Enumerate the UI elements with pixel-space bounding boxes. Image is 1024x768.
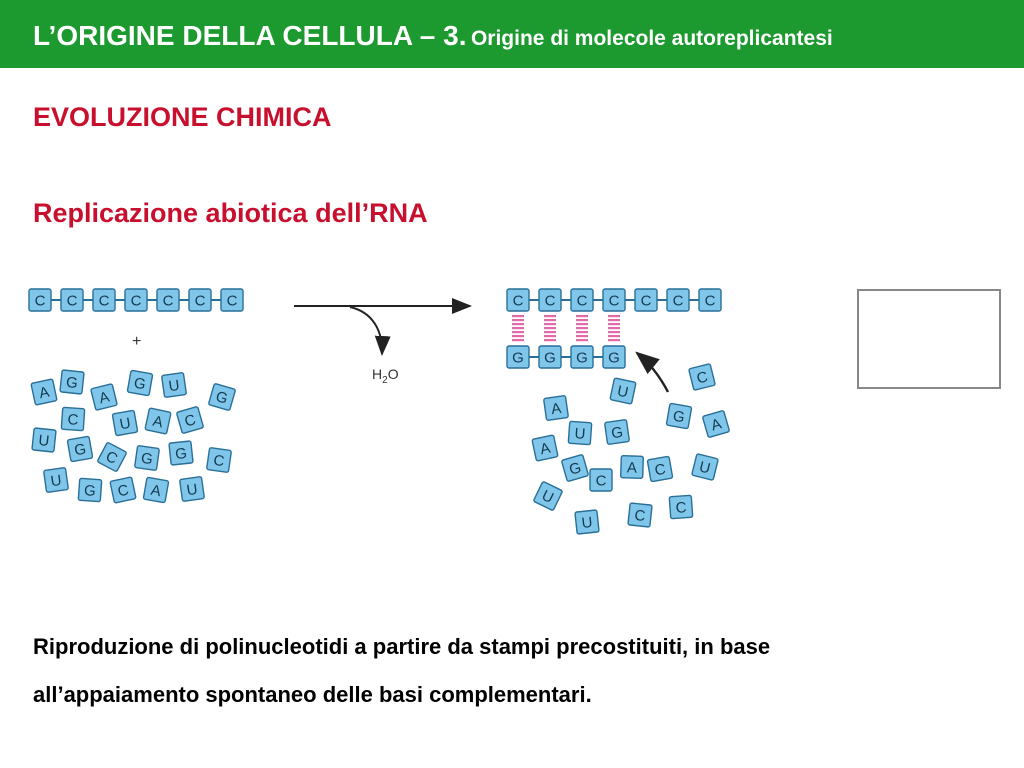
nucleotide-letter: C: [672, 292, 684, 310]
template-nucleotide: [507, 289, 529, 311]
nucleotide-letter: G: [174, 444, 188, 464]
nucleotide-letter: C: [102, 447, 121, 468]
nucleotide-letter: C: [608, 292, 620, 310]
template-nucleotide: [61, 289, 83, 311]
nucleotide-letter: U: [118, 414, 132, 434]
free-nucleotide: [97, 442, 127, 472]
title-subtitle: Origine di molecole autoreplicantesi: [470, 27, 833, 50]
template-nucleotide: [539, 289, 561, 311]
free-nucleotide: [207, 448, 232, 473]
free-nucleotide: [628, 503, 652, 527]
caption: [33, 623, 993, 719]
nucleotide-letter: C: [675, 499, 688, 517]
nucleotide-letter: C: [694, 368, 710, 388]
free-nucleotide: [127, 370, 152, 395]
template-nucleotide: [603, 289, 625, 311]
nucleotide-letter: U: [615, 382, 630, 402]
free-nucleotide: [176, 406, 203, 433]
water-release-arrow: [350, 307, 382, 354]
free-nucleotide: [533, 481, 562, 510]
nucleotide-letter: G: [83, 482, 97, 500]
nucleotide-letter: C: [162, 292, 174, 310]
nucleotide-letter: C: [66, 411, 79, 429]
free-nucleotide: [689, 364, 716, 391]
template-nucleotide: [221, 289, 243, 311]
nucleotide-letter: U: [538, 486, 557, 507]
free-nucleotide: [91, 384, 118, 411]
nucleotide-letter: C: [633, 506, 647, 526]
free-nucleotide: [110, 477, 136, 503]
free-nucleotide: [60, 370, 84, 394]
nucleotide-letter: C: [182, 411, 198, 431]
free-nucleotide: [145, 408, 171, 434]
title-bar: [0, 0, 1024, 68]
nucleotide-letter: A: [626, 459, 638, 477]
hydrogen-bond: [608, 315, 620, 341]
free-nucleotide: [575, 510, 599, 534]
hydrogen-bond: [544, 315, 556, 341]
new-strand-nucleotide: [507, 346, 529, 368]
free-nucleotide: [162, 373, 187, 398]
nucleotide-letter: C: [704, 292, 716, 310]
nucleotide-letter: A: [151, 412, 165, 432]
nucleotide-letter: U: [580, 513, 594, 533]
nucleotide-letter: G: [512, 349, 524, 367]
template-nucleotide: [93, 289, 115, 311]
new-strand-nucleotide: [603, 346, 625, 368]
template-nucleotide: [667, 289, 689, 311]
new-strand-nucleotide: [571, 346, 593, 368]
nucleotide-letter: G: [671, 407, 687, 427]
nucleotide-letter: C: [512, 292, 524, 310]
nucleotide-letter: G: [567, 459, 584, 479]
section-heading: EVOLUZIONE CHIMICA: [33, 102, 332, 132]
nucleotide-letter: G: [610, 423, 625, 443]
nucleotide-letter: G: [576, 349, 588, 367]
nucleotide-letter: A: [149, 481, 163, 501]
nucleotide-letter: G: [544, 349, 556, 367]
template-nucleotide: [29, 289, 51, 311]
nucleotide-letter: A: [709, 415, 724, 435]
nucleotide-letter: C: [66, 292, 78, 310]
nucleotide-letter: C: [212, 451, 226, 471]
nucleotide-letter: A: [37, 383, 51, 403]
new-strand-nucleotide: [539, 346, 561, 368]
free-nucleotide: [44, 468, 69, 493]
nucleotide-letter: C: [226, 292, 238, 310]
nucleotide-letter: C: [640, 292, 652, 310]
nucleotide-letter: U: [185, 480, 199, 500]
rna-replication-diagram: [0, 270, 1024, 560]
nucleotide-letter: G: [72, 440, 88, 460]
title-main: L’ORIGINE DELLA CELLULA – 3.: [33, 20, 467, 51]
template-nucleotide: [571, 289, 593, 311]
nucleotide-letter: C: [34, 292, 46, 310]
free-nucleotide: [532, 435, 558, 461]
free-nucleotide: [621, 456, 644, 479]
nucleotide-letter: U: [697, 458, 713, 478]
plus-sign: +: [132, 333, 142, 350]
nucleotide-addition-arrow: [637, 353, 668, 392]
nucleotide-letter: A: [97, 388, 112, 408]
free-nucleotide: [568, 421, 591, 444]
free-nucleotide: [590, 469, 612, 491]
template-nucleotide: [699, 289, 721, 311]
hydrogen-bond: [512, 315, 524, 341]
template-nucleotide: [125, 289, 147, 311]
nucleotide-letter: U: [49, 471, 63, 491]
free-nucleotide: [67, 436, 92, 461]
free-nucleotide: [561, 454, 588, 481]
free-nucleotide: [32, 428, 56, 452]
free-nucleotide: [692, 454, 719, 481]
free-nucleotide: [143, 477, 168, 502]
nucleotide-letter: C: [576, 292, 588, 310]
nucleotide-letter: G: [608, 349, 620, 367]
free-nucleotide: [208, 383, 235, 410]
nucleotide-letter: U: [37, 431, 51, 451]
free-nucleotide: [31, 379, 57, 405]
hydrogen-bond: [576, 315, 588, 341]
nucleotide-letter: G: [213, 388, 230, 408]
free-nucleotide: [669, 495, 692, 518]
free-nucleotide: [61, 407, 84, 430]
slide-title: [33, 20, 833, 52]
free-nucleotide: [180, 477, 205, 502]
template-nucleotide: [635, 289, 657, 311]
nucleotide-letter: C: [130, 292, 142, 310]
nucleotide-letter: C: [653, 460, 667, 480]
template-nucleotide: [157, 289, 179, 311]
nucleotide-letter: C: [595, 472, 607, 490]
subsection-heading: Replicazione abiotica dell’RNA: [33, 198, 428, 228]
nucleotide-letter: U: [167, 376, 181, 396]
nucleotide-letter: G: [65, 373, 79, 393]
nucleotide-letter: C: [544, 292, 556, 310]
nucleotide-letter: G: [139, 449, 154, 469]
nucleotide-letter: C: [116, 481, 131, 501]
nucleotide-letter: C: [98, 292, 110, 310]
free-nucleotide: [647, 456, 672, 481]
free-nucleotide: [78, 478, 101, 501]
free-nucleotide: [135, 446, 160, 471]
caption-line-1: Riproduzione di polinucleotidi a partire da stampi precostituiti, in base: [33, 634, 771, 659]
free-nucleotide: [544, 396, 569, 421]
caption-line-2: all’appaiamento spontaneo delle basi complementari.: [33, 682, 592, 707]
nucleotide-letter: G: [132, 374, 148, 394]
free-nucleotide: [112, 410, 137, 435]
template-nucleotide: [189, 289, 211, 311]
nucleotide-letter: A: [549, 399, 563, 419]
nucleotide-letter: U: [573, 425, 586, 443]
free-nucleotide: [169, 441, 193, 465]
free-nucleotide: [610, 378, 636, 404]
free-nucleotide: [666, 403, 691, 428]
nucleotide-letter: A: [538, 439, 552, 459]
free-nucleotide: [605, 420, 630, 445]
nucleotide-letter: C: [194, 292, 206, 310]
free-nucleotide: [702, 410, 729, 437]
base-pairing-legend-box: [858, 290, 1000, 388]
water-label: $H_2O$: [372, 366, 399, 386]
